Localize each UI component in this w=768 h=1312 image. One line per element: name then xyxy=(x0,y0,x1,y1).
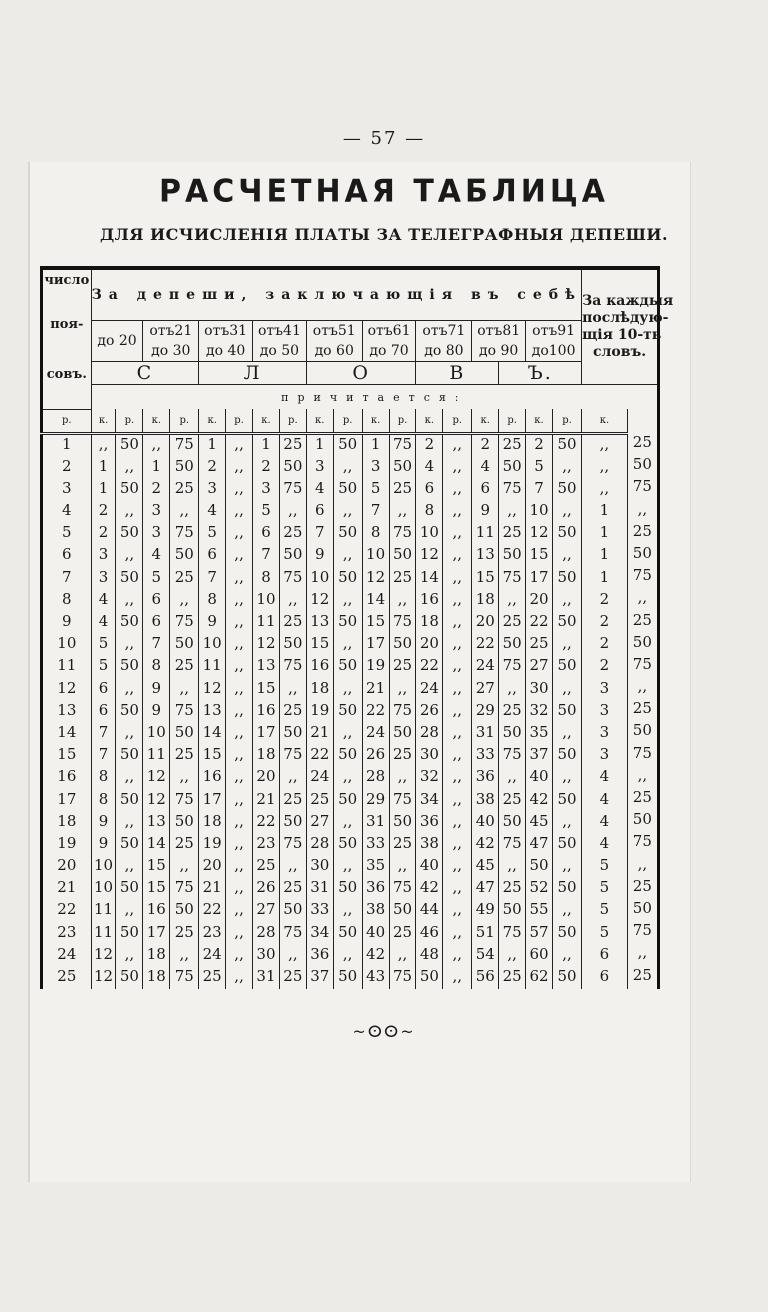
rub-column-6: 2 4 6 8 10 12 14 16 18 20 22 24 26 28 30 32 34 36 38 40 42 44 46 48 50 xyxy=(416,433,443,989)
kop-column-6: ,, ,, ,, ,, ,, ,, ,, ,, ,, ,, ,, ,, ,, ,, ,, ,, ,, ,, ,, ,, ,, ,, ,, ,, ,, xyxy=(443,433,472,989)
rub-label-4: р. xyxy=(279,409,306,433)
rub-column-1: ,, 1 2 3 3 4 5 6 6 7 8 9 9 10 11 12 12 13 14 15 15 16 17 18 18 xyxy=(143,433,170,989)
kop-column-0: 50 ,, 50 ,, 50 ,, 50 ,, 50 ,, 50 ,, 50 ,, 50 ,, 50 ,, 50 ,, 50 ,, 50 ,, 50 xyxy=(116,433,143,989)
header-rub-kop xyxy=(42,409,659,433)
kop-column-4: 50 ,, 50 ,, 50 ,, 50 ,, 50 ,, 50 ,, 50 ,, 50 ,, 50 ,, 50 ,, 50 ,, 50 ,, 50 xyxy=(333,433,362,989)
rub-label-7: р. xyxy=(443,409,472,433)
kop-label-0: к. xyxy=(91,409,116,433)
rub-label-9: р. xyxy=(552,409,581,433)
rub-label-2: р. xyxy=(170,409,199,433)
range-header-6: отъ71 до 80 xyxy=(416,321,472,362)
range-header-5: отъ61 до 70 xyxy=(362,321,416,362)
range-header-7: отъ81 до 90 xyxy=(472,321,526,362)
rub-column-5: 1 3 5 7 8 10 12 14 15 17 19 21 22 24 26 28 29 31 33 35 36 38 40 42 43 xyxy=(362,433,389,989)
range-header-4: отъ51 до 60 xyxy=(306,321,362,362)
kop-column-1: 75 50 25 ,, 75 50 25 ,, 75 50 25 ,, 75 50 25 ,, 75 50 25 ,, 75 50 25 ,, 75 xyxy=(170,433,199,989)
kop-column-8: 50 ,, 50 ,, 50 ,, 50 ,, 50 ,, 50 ,, 50 ,, 50 ,, 50 ,, 50 ,, 50 ,, 50 ,, 50 xyxy=(552,433,581,989)
rub-label-8: р. xyxy=(499,409,526,433)
rub-column-0: ,, 1 1 2 2 3 3 4 4 5 5 6 6 7 7 8 8 9 9 10 10 11 11 12 12 xyxy=(91,433,116,989)
rub-label-1: р. xyxy=(116,409,143,433)
kop-label-5: к. xyxy=(362,409,389,433)
range-header-1: отъ21 до 30 xyxy=(143,321,199,362)
count-column: 1 2 3 4 5 6 7 8 9 10 11 12 13 14 15 16 17 18 19 20 21 22 23 24 25 xyxy=(42,433,92,989)
rub-label-0: р. xyxy=(42,409,92,433)
kop-label-8: к. xyxy=(526,409,553,433)
range-header-3: отъ41 до 50 xyxy=(253,321,307,362)
ornament: ~ⵙⵙ~ xyxy=(352,1022,416,1041)
kop-label-7: к. xyxy=(472,409,499,433)
kop-label-2: к. xyxy=(199,409,226,433)
kop-column-9: 25 50 75 ,, 25 50 75 ,, 25 50 75 ,, 25 50 75 ,, 25 50 75 ,, 25 50 75 ,, 25 xyxy=(627,433,658,989)
page-number: — 57 — xyxy=(342,128,426,149)
kop-column-3: 25 50 75 ,, 25 50 75 ,, 25 50 75 ,, 25 50 75 ,, 25 50 75 ,, 25 50 75 ,, 25 xyxy=(279,433,306,989)
table-body xyxy=(42,433,659,989)
kop-column-5: 75 50 25 ,, 75 50 25 ,, 75 50 25 ,, 75 50 25 ,, 75 50 25 ,, 75 50 25 ,, 75 xyxy=(389,433,416,989)
kop-column-2: ,, ,, ,, ,, ,, ,, ,, ,, ,, ,, ,, ,, ,, ,, ,, ,, ,, ,, ,, ,, ,, ,, ,, ,, ,, xyxy=(226,433,253,989)
range-header-0: до 20 xyxy=(91,321,143,362)
header-prichitaetsya: причитается: xyxy=(91,385,658,410)
kop-column-7: 25 50 75 ,, 25 50 75 ,, 25 50 75 ,, 25 50 75 ,, 25 50 75 ,, 25 50 75 ,, 25 xyxy=(499,433,526,989)
header-slov: С Л О В Ъ. xyxy=(42,362,659,385)
rub-label-5: р. xyxy=(333,409,362,433)
rub-label-6: р. xyxy=(389,409,416,433)
kop-label-6: к. xyxy=(416,409,443,433)
kop-label-3: к. xyxy=(253,409,280,433)
kop-label-9: к. xyxy=(582,409,628,433)
page-title: РАСЧЕТНАЯ ТАБЛИЦА xyxy=(159,173,609,210)
range-header-8: отъ91 до100 xyxy=(526,321,582,362)
rub-column-7: 2 4 6 9 11 13 15 18 20 22 24 27 29 31 33 36 38 40 42 45 47 49 51 54 56 xyxy=(472,433,499,989)
rub-column-3: 1 2 3 5 6 7 8 10 11 12 13 15 16 17 18 20 21 22 23 25 26 27 28 30 31 xyxy=(253,433,280,989)
header-chislo-posov: число поя- совъ. xyxy=(42,268,92,409)
rub-column-9: ,, ,, ,, 1 1 1 1 2 2 2 2 3 3 3 3 4 4 4 4 5 5 5 5 6 6 xyxy=(582,433,628,989)
kop-label-4: к. xyxy=(306,409,333,433)
header-ranges xyxy=(42,321,659,362)
kop-label-1: к. xyxy=(143,409,170,433)
rub-column-2: 1 2 3 4 5 6 7 8 9 10 11 12 13 14 15 16 17 18 19 20 21 22 23 24 25 xyxy=(199,433,226,989)
rate-table xyxy=(40,266,674,989)
header-za-deneshi: За депеши, заключающія въ себѣ xyxy=(91,268,582,321)
page-subtitle: ДЛЯ ИСЧИСЛЕНІЯ ПЛАТЫ ЗА ТЕЛЕГРАФНЫЯ ДЕПЕШИ. xyxy=(99,225,669,244)
rub-column-4: 1 3 4 6 7 9 10 12 13 15 16 18 19 21 22 24 25 27 28 30 31 33 34 36 37 xyxy=(306,433,333,989)
header-za-kazhdye: За каждыя послѣдую- щія 10-ть словъ. xyxy=(582,268,659,385)
rub-column-8: 2 5 7 10 12 15 17 20 22 25 27 30 32 35 37 40 42 45 47 50 52 55 57 60 62 xyxy=(526,433,553,989)
range-header-2: отъ31 до 40 xyxy=(199,321,253,362)
rub-label-3: р. xyxy=(226,409,253,433)
